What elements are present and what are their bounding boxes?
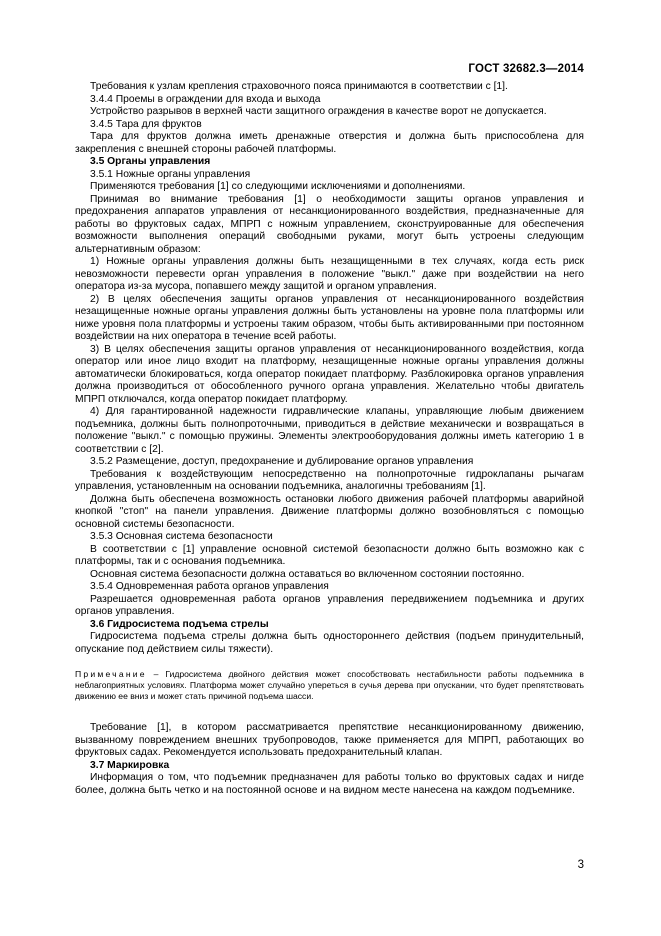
note-paragraph <box>75 669 584 702</box>
paragraph: Должна быть обеспечена возможность остановки любого движения рабочей платформы аварийной кнопкой "стоп" на панели управления. Движение платформы должно возобновляться с помощью основной системы безопасности. <box>75 493 584 530</box>
paragraph: 1) Ножные органы управления должны быть незащищенными в тех случаях, когда есть риск невозможности перевести орган управления в положение "выкл." даже при воздействии на него оператора из-за мусора, попавшего между защитой и органом управления. <box>75 256 584 292</box>
paragraph: Разрешается одновременная работа органов управления передвижением подъемника и других органов управления. <box>75 593 584 617</box>
paragraph: 3.5.1 Ножные органы управления <box>90 168 251 180</box>
paragraph: Применяются требования [1] со следующими исключениями и дополнениями. <box>90 181 466 192</box>
note-label: Примечание <box>75 669 147 679</box>
paragraph: 3.4.5 Тара для фруктов <box>90 118 202 130</box>
paragraph: 2) В целях обеспечения защиты органов управления от несанкционированного воздействия незащищенные ножные органы управления должны быть установлены на уровне пола платформы или ниже уровня пола платформы и устроены таким образом, чтобы быть активированными при постоянном воздействии на них оператора в течение всей работы. <box>75 293 584 342</box>
paragraph: Устройство разрывов в верхней части защитного ограждения в качестве ворот не допускается. <box>90 106 547 117</box>
page-number: 3 <box>577 859 584 871</box>
paragraph-block <box>75 81 584 656</box>
paragraph: 3) В целях обеспечения защиты органов управления от несанкционированного воздействия, когда оператор или иное лицо входит на платформу, незащищенные ножные органы управления должны автоматически блокироваться, когда оператор покидает платформу. Разблокировка органов управления должна производиться от обособленного ручного органа управления. Желательно чтобы двигатель МПРП отключался, когда оператор покидает платформу. <box>75 343 584 405</box>
paragraph: Принимая во внимание требования [1] о необходимости защиты органов управления и предохранения аппаратов управления от несанкционированного воздействия, предназначенные для работы во фруктовых садах, МПРП с ножным управлением, сконструированные для обеспечения возможности выполнения операций свободными руками, могут быть устроены следующим альтернативным образом: <box>75 193 584 255</box>
document-body <box>75 81 584 797</box>
note-text: – Гидросистема двойного действия может способствовать нестабильности работы подъемника в неблагоприятных условиях. Платформа может случайно упереться в сучья дерева при опускании, что будет препятствовать движению ее вниз и может стать причиной подъема шасси. <box>75 669 584 701</box>
paragraph: 3.5.3 Основная система безопасности <box>90 531 273 542</box>
paragraph: Гидросистема подъема стрелы должна быть одностороннего действия (подъем принудительный, опускание под действием силы тяжести). <box>75 631 584 655</box>
standard-header: ГОСТ 32682.3—2014 <box>468 63 584 75</box>
paragraph: Информация о том, что подъемник предназначен для работы только во фруктовых садах и нигде более, должна быть четко и на постоянной основе и на видном месте нанесена на каждом подъемнике. <box>75 772 584 796</box>
paragraph: Основная система безопасности должна оставаться во включенном состоянии постоянно. <box>90 568 525 580</box>
paragraph: 3.5.2 Размещение, доступ, предохранение и дублирование органов управления <box>90 456 474 467</box>
paragraph: Требования к узлам крепления страховочного пояса принимаются в соответствии с [1]. <box>90 81 508 92</box>
section-heading: 3.6 Гидросистема подъема стрелы <box>90 618 269 630</box>
paragraph: 3.5.4 Одновременная работа органов управления <box>90 581 329 592</box>
section-heading: 3.5 Органы управления <box>90 156 211 167</box>
section-heading: 3.7 Маркировка <box>90 759 170 771</box>
paragraph: Требование [1], в котором рассматривается препятствие несанкционированному движению, вызванному повреждением внешних трубопроводов, также применяется для МПРП, работающих во фруктовых садах. Рекомендуется использовать предохранительный клапан. <box>75 722 584 758</box>
paragraph: В соответствии с [1] управление основной системой безопасности должно быть возможно как с платформы, так и с основания подъемника. <box>75 543 584 567</box>
paragraph: 4) Для гарантированной надежности гидравлические клапаны, управляющие любым движением подъемника, должны быть полнопроточными, приводиться в действие механически и возвращаться в положение "выкл." с помощью пружины. Элементы электрооборудования должны иметь категорию 1 в соответствии с [2]. <box>75 406 584 455</box>
paragraph: Тара для фруктов должна иметь дренажные отверстия и должна быть приспособлена для закрепления с внешней стороны рабочей платформы. <box>75 131 584 155</box>
paragraph-block <box>75 722 584 797</box>
paragraph: 3.4.4 Проемы в ограждении для входа и выхода <box>90 93 321 105</box>
paragraph: Требования к воздействующим непосредственно на полнопроточные гидроклапаны рычагам управления, установленным на основании подъемника, аналогичны требованиям [1]. <box>75 468 584 492</box>
